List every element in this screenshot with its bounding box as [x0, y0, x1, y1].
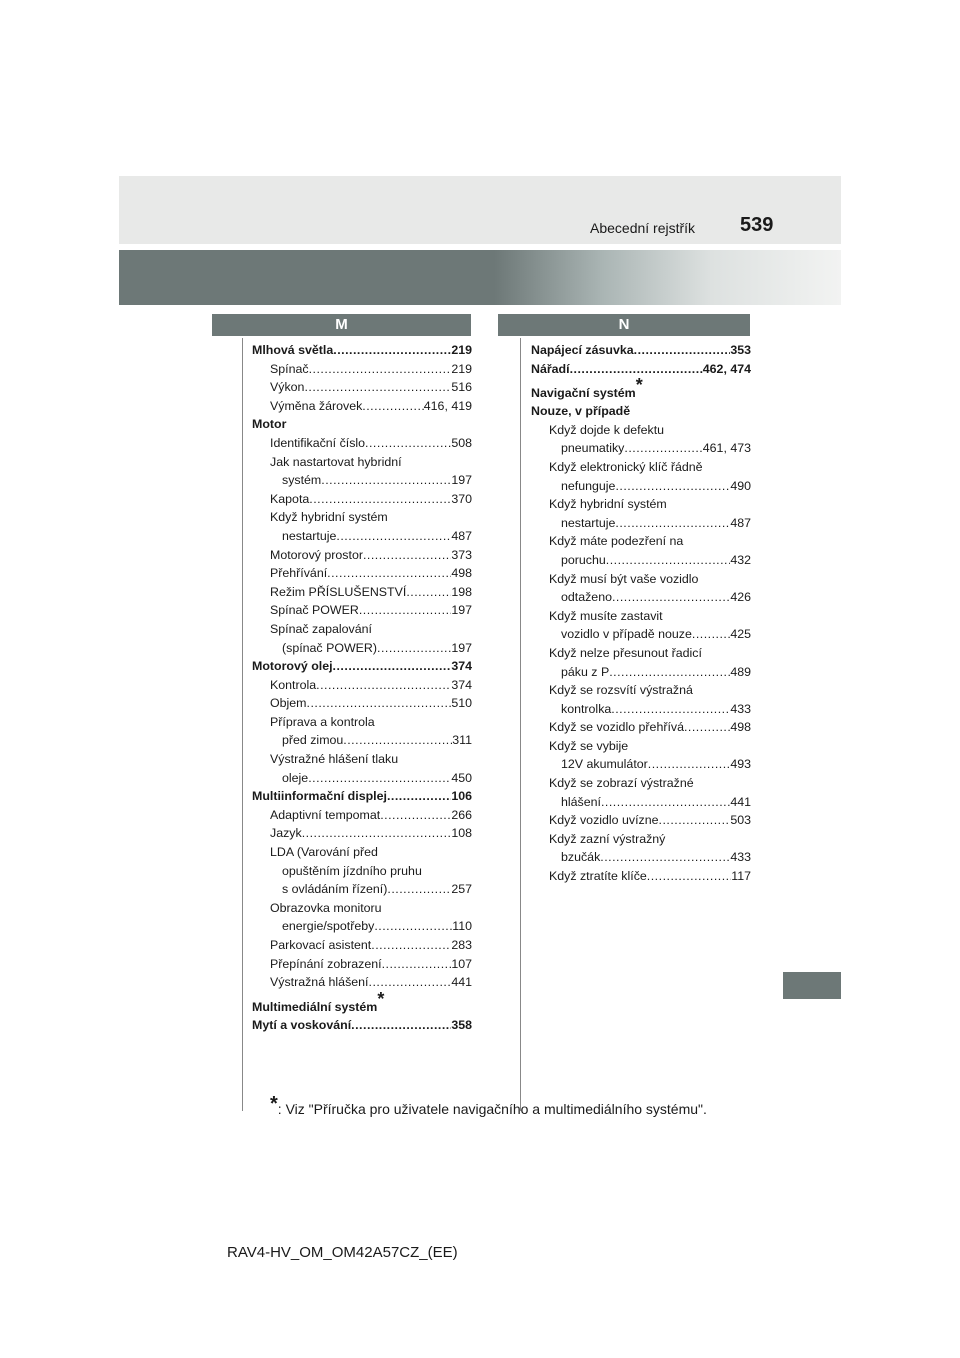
index-entry — [531, 774, 751, 793]
index-entry-page: 374 — [451, 659, 472, 674]
index-entry-term: vozidlo v případě nouze — [561, 627, 692, 642]
index-entry — [252, 508, 472, 527]
index-entry — [252, 583, 472, 602]
page-title: Abecední rejstřík — [590, 220, 696, 236]
dot-leader — [601, 793, 730, 812]
index-entry-page: 197 — [451, 473, 472, 488]
index-entry-page: 108 — [451, 826, 472, 841]
dot-leader — [371, 936, 451, 955]
index-entry-page: 426 — [730, 590, 751, 605]
dot-leader — [692, 625, 730, 644]
index-entry-page: 110 — [452, 919, 472, 934]
index-entry-term: Když dojde k defektu — [549, 422, 665, 437]
index-entry-term: Motor — [252, 417, 287, 432]
footnote — [270, 1093, 707, 1120]
index-entry-term: bzučák — [561, 850, 601, 865]
gradient-band — [119, 250, 841, 305]
dot-leader — [359, 601, 451, 620]
index-entry-term: (spínač POWER) — [282, 640, 378, 655]
index-entry-term: Identifikační číslo — [270, 435, 366, 450]
index-entry-term: oleje — [282, 770, 309, 785]
index-entry-page: 487 — [451, 528, 472, 543]
index-entry-page: 370 — [451, 491, 472, 506]
index-entry — [531, 700, 751, 719]
index-entry-page: 433 — [730, 850, 751, 865]
index-entry — [252, 843, 472, 862]
index-entry-term: pneumatiky — [561, 441, 625, 456]
index-entry — [531, 341, 751, 360]
section-header-n: N — [498, 314, 750, 336]
index-entry-page: 219 — [451, 343, 472, 357]
index-entry-term: Výměna žárovek — [270, 398, 363, 413]
dot-leader — [308, 769, 451, 788]
index-entry-page: 197 — [451, 640, 472, 655]
index-entry-term: 12V akumulátor — [561, 757, 648, 772]
index-entry-page: 487 — [730, 515, 751, 530]
index-entry — [531, 625, 751, 644]
index-entry — [531, 848, 751, 867]
index-entry-term: Přehřívání — [270, 566, 328, 581]
dot-leader — [382, 955, 452, 974]
index-entry-term: Multimediální systém — [252, 999, 378, 1014]
index-entry — [252, 750, 472, 769]
index-entry-term: Kapota — [270, 491, 310, 506]
index-entry-page: 373 — [451, 547, 472, 562]
index-entry-term: energie/spotřeby — [282, 919, 375, 934]
index-entry-term: Mytí a voskování — [252, 1017, 352, 1032]
index-entry — [531, 607, 751, 626]
index-entry — [531, 811, 751, 830]
index-entry — [252, 862, 472, 881]
index-entry-term: Když se rozsvítí výstražná — [549, 683, 693, 698]
index-entry-term: nefunguje — [561, 478, 616, 493]
dot-leader — [374, 917, 452, 936]
index-entry-page: 493 — [730, 757, 751, 772]
dot-leader — [321, 471, 451, 490]
index-entry-term: Spínač POWER — [270, 603, 359, 618]
index-entry — [252, 917, 472, 936]
dot-leader — [363, 546, 451, 565]
index-entry-page: 311 — [452, 733, 472, 748]
index-entry — [531, 421, 751, 440]
index-entry — [252, 453, 472, 472]
index-entry-term: opuštěním jízdního pruhu — [282, 863, 422, 878]
index-entry-term: Navigační systém — [531, 386, 636, 401]
index-entry — [252, 620, 472, 639]
index-entry — [531, 755, 751, 774]
index-entry-term: Adaptivní tempomat — [270, 807, 381, 822]
dot-leader — [659, 811, 731, 830]
index-entry — [531, 644, 751, 663]
dot-leader — [365, 434, 451, 453]
dot-leader — [343, 731, 452, 750]
index-column-n — [531, 341, 751, 886]
dot-leader — [351, 1016, 451, 1035]
dot-leader — [377, 639, 451, 658]
index-entry-term: Motorový prostor — [270, 547, 363, 562]
index-entry — [252, 546, 472, 565]
dot-leader — [336, 527, 451, 546]
footnote-star: * — [270, 1093, 278, 1115]
dot-leader — [648, 755, 731, 774]
index-entry — [252, 564, 472, 583]
index-entry — [531, 681, 751, 700]
index-entry-term: Objem — [270, 696, 307, 711]
index-entry-term: Kontrola — [270, 677, 317, 692]
index-entry-page: 283 — [451, 938, 472, 952]
footnote-marker: * — [377, 988, 385, 1009]
index-entry — [531, 495, 751, 514]
index-entry-term: Výkon — [270, 380, 305, 395]
index-entry-term: poruchu — [561, 552, 606, 567]
dot-leader — [333, 341, 451, 360]
index-entry-term: nestartuje — [561, 515, 616, 530]
index-entry — [531, 867, 751, 886]
index-entry-term: Když vozidlo uvízne — [549, 813, 659, 828]
index-entry — [531, 570, 751, 589]
index-entry-page: 107 — [451, 956, 472, 971]
index-entry-page: 498 — [730, 720, 751, 735]
index-entry — [252, 360, 472, 379]
index-entry-term: kontrolka — [561, 701, 612, 716]
index-entry — [252, 471, 472, 490]
index-entry-term: Výstražné hlášení tlaku — [270, 752, 399, 767]
index-entry-term: Jak nastartovat hybridní — [270, 454, 402, 469]
dot-leader — [634, 341, 731, 360]
index-entry — [252, 378, 472, 397]
index-entry-term: Když hybridní systém — [549, 497, 667, 512]
index-side-tab — [783, 972, 841, 999]
footnote-marker: * — [635, 375, 643, 396]
index-entry — [531, 514, 751, 533]
column-divider-middle — [520, 338, 521, 1111]
index-entry-term: systém — [282, 473, 322, 488]
index-entry — [531, 402, 751, 421]
index-entry-term: Režim PŘÍSLUŠENSTVÍ — [270, 584, 407, 599]
index-entry-term: LDA (Varování před — [270, 845, 378, 860]
index-entry-term: Když se vybije — [549, 738, 629, 753]
dot-leader — [647, 867, 731, 886]
index-entry — [252, 1016, 472, 1035]
dot-leader — [362, 397, 423, 416]
index-entry — [531, 439, 751, 458]
index-entry-term: Obrazovka monitoru — [270, 900, 382, 915]
index-entry-term: Když musí být vaše vozidlo — [549, 571, 699, 586]
index-entry-page: 516 — [451, 380, 472, 395]
index-entry-page: 510 — [451, 696, 472, 711]
index-entry-page: 197 — [451, 603, 472, 618]
index-entry — [531, 551, 751, 570]
index-entry — [252, 880, 472, 899]
index-entry — [252, 988, 472, 1016]
index-entry-page: 266 — [451, 807, 472, 822]
dot-leader — [611, 700, 730, 719]
index-entry-term: před zimou — [282, 733, 344, 748]
index-entry-page: 433 — [730, 701, 751, 716]
index-entry — [252, 731, 472, 750]
dot-leader — [600, 848, 730, 867]
index-entry — [252, 787, 472, 806]
index-entry-page: 498 — [451, 566, 472, 581]
index-entry — [531, 793, 751, 812]
index-entry-page: 503 — [730, 813, 751, 828]
index-entry-term: Když nelze přesunout řadicí — [549, 645, 702, 660]
index-entry — [531, 663, 751, 682]
index-entry-term: Když elektronický klíč řádně — [549, 459, 703, 474]
dot-leader — [615, 514, 730, 533]
dot-leader — [624, 439, 702, 458]
dot-leader — [612, 588, 730, 607]
index-entry-page: 374 — [451, 677, 472, 692]
index-entry-term: Když máte podezření na — [549, 534, 684, 549]
index-entry — [531, 458, 751, 477]
footnote-text: : Viz "Příručka pro uživatele navigačního a multimediálního systému". — [277, 1101, 707, 1117]
page-number: 539 — [740, 214, 774, 236]
index-entry-page: 441 — [730, 794, 751, 809]
index-entry-page: 461, 473 — [702, 441, 751, 456]
index-entry — [252, 694, 472, 713]
index-entry-term: nestartuje — [282, 528, 337, 543]
index-entry-term: Parkovací asistent — [270, 938, 372, 952]
index-entry-term: Když hybridní systém — [270, 510, 388, 525]
index-entry — [252, 397, 472, 416]
index-entry — [252, 824, 472, 843]
index-entry — [252, 657, 472, 676]
index-entry-page: 353 — [730, 343, 751, 357]
index-entry — [531, 830, 751, 849]
document-code: RAV4-HV_OM_OM42A57CZ_(EE) — [227, 1244, 458, 1261]
index-entry-page: 462, 474 — [702, 361, 751, 376]
index-entry-term: Když se vozidlo přehřívá — [549, 720, 684, 735]
index-entry — [252, 601, 472, 620]
index-entry-page: 106 — [451, 789, 472, 804]
index-entry-term: Nouze, v případě — [531, 404, 631, 419]
index-entry-term: Spínač zapalování — [270, 621, 372, 636]
dot-leader — [316, 676, 451, 695]
index-entry — [531, 718, 751, 737]
section-header-m: M — [212, 314, 471, 336]
dot-leader — [380, 806, 451, 825]
index-entry — [252, 769, 472, 788]
index-entry — [531, 532, 751, 551]
index-entry-term: Výstražná hlášení — [270, 975, 369, 990]
dot-leader — [606, 551, 731, 570]
index-entry-page: 416, 419 — [423, 398, 472, 413]
index-entry-term: Když musíte zastavit — [549, 608, 663, 623]
index-entry — [252, 936, 472, 955]
index-entry — [252, 713, 472, 732]
index-entry-term: Jazyk — [270, 826, 302, 841]
index-entry-page: 219 — [451, 361, 472, 376]
index-entry-term: Motorový olej — [252, 659, 333, 674]
index-entry-term: Mlhová světla — [252, 343, 334, 357]
index-entry-term: hlášení — [561, 794, 601, 809]
dot-leader — [302, 824, 452, 843]
index-entry — [252, 639, 472, 658]
index-entry-term: odtaženo — [561, 590, 612, 605]
dot-leader — [333, 657, 452, 676]
index-entry-term: Multiinformační displej — [252, 789, 387, 804]
header-band — [119, 176, 841, 244]
index-entry — [531, 737, 751, 756]
index-entry-page: 432 — [730, 552, 751, 567]
index-entry-term: páku z P — [561, 664, 610, 679]
index-entry-term: Přepínání zobrazení — [270, 956, 382, 971]
dot-leader — [309, 490, 451, 509]
index-entry-term: Napájecí zásuvka — [531, 343, 634, 357]
index-entry-term: Když zazní výstražný — [549, 831, 666, 846]
index-entry-page: 425 — [730, 627, 751, 642]
index-entry — [252, 415, 472, 434]
index-entry-term: Když ztratíte klíče — [549, 869, 647, 884]
index-entry — [252, 899, 472, 918]
dot-leader — [406, 583, 451, 602]
index-entry — [531, 375, 751, 402]
index-entry — [252, 341, 472, 360]
index-entry — [252, 527, 472, 546]
dot-leader — [307, 694, 452, 713]
index-entry-term: Spínač — [270, 361, 309, 376]
index-entry-term: Nářadí — [531, 361, 570, 376]
column-divider-left — [242, 338, 243, 1111]
index-entry — [531, 588, 751, 607]
dot-leader — [309, 360, 452, 379]
index-entry-page: 257 — [451, 882, 472, 897]
index-entry-term: Příprava a kontrola — [270, 714, 375, 729]
dot-leader — [387, 880, 451, 899]
index-entry — [252, 490, 472, 509]
index-entry-page: 198 — [451, 584, 472, 599]
index-entry — [252, 806, 472, 825]
index-entry-page: 358 — [451, 1017, 472, 1032]
dot-leader — [327, 564, 451, 583]
index-column-m — [252, 341, 472, 1034]
dot-leader — [387, 787, 451, 806]
dot-leader — [684, 718, 730, 737]
dot-leader — [609, 663, 730, 682]
index-entry-page: 117 — [731, 869, 751, 884]
index-entry — [252, 955, 472, 974]
index-entry — [252, 676, 472, 695]
dot-leader — [615, 477, 730, 496]
index-entry — [252, 434, 472, 453]
index-entry-page: 441 — [451, 975, 472, 990]
index-entry-term: s ovládáním řízení) — [282, 882, 388, 897]
index-entry-term: Když se zobrazí výstražné — [549, 776, 694, 791]
index-entry-page: 490 — [730, 478, 751, 493]
index-entry — [531, 477, 751, 496]
index-entry-page: 508 — [451, 435, 472, 450]
dot-leader — [304, 378, 451, 397]
index-entry — [252, 973, 472, 992]
index-entry-page: 489 — [730, 664, 751, 679]
index-entry-page: 450 — [451, 770, 472, 785]
